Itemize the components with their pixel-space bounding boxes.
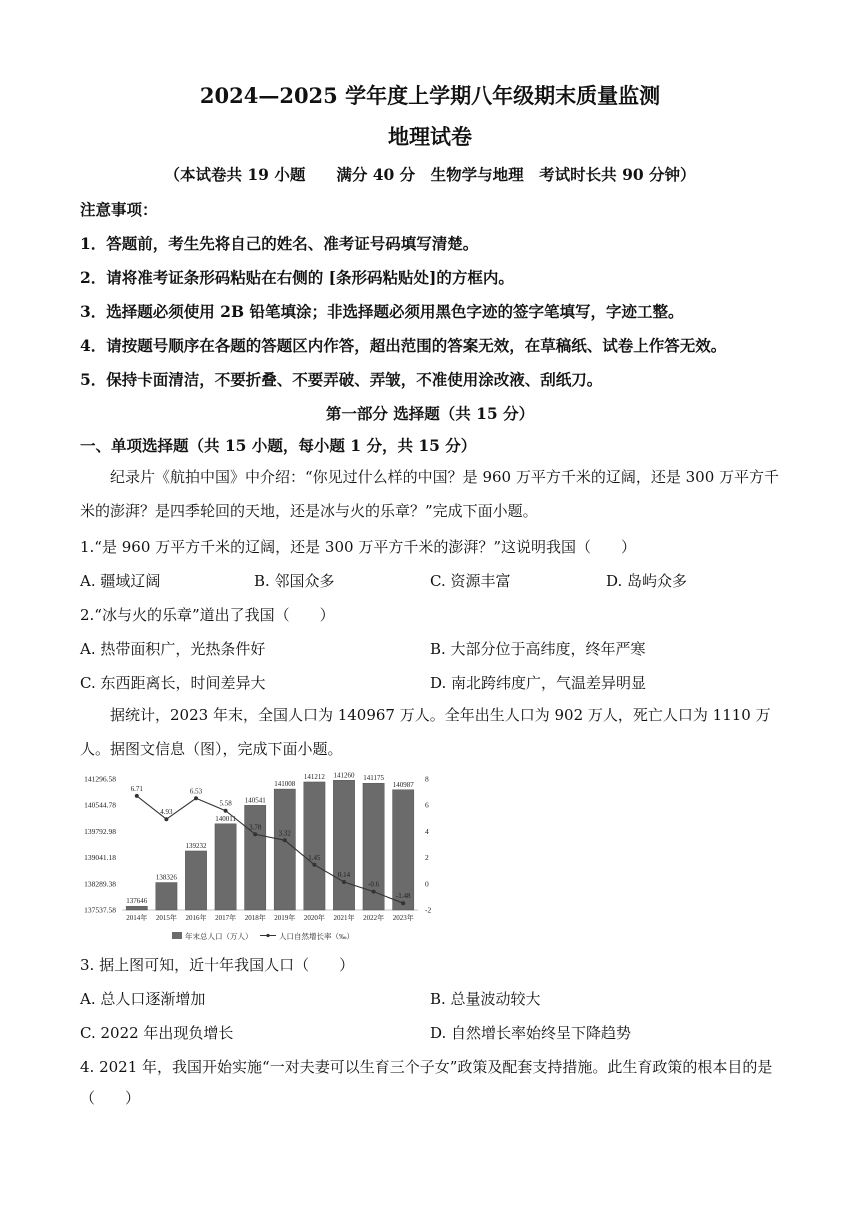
notice-item: 1．答题前，考生先将自己的姓名、准考证号码填写清楚。 — [80, 234, 479, 253]
x-tick-label: 2023年 — [392, 914, 414, 922]
growth-rate-label: -0.6 — [368, 880, 380, 889]
notice-item: 5．保持卡面清洁，不要折叠、不要弄破、弄皱，不准使用涂改液、刮纸刀。 — [80, 370, 603, 389]
population-bar — [274, 789, 295, 910]
growth-rate-point — [253, 832, 257, 836]
bar-value-label: 138326 — [155, 873, 177, 882]
population-bar — [333, 780, 354, 910]
passage-2: 据统计，2023 年末，全国人口为 140967 万人。全年出生人口为 902 万人，死亡人口为 1110 万人。据图文信息（图），完成下面小题。 — [80, 706, 771, 758]
question-1-option-a: A. 疆域辽阔 — [80, 572, 161, 590]
bar-value-label: 140987 — [392, 780, 414, 789]
growth-rate-point — [283, 838, 287, 842]
growth-rate-label: 6.71 — [130, 784, 143, 793]
x-tick-label: 2018年 — [244, 914, 266, 922]
question-1-option-b: B. 邻国众多 — [254, 572, 335, 590]
y-left-tick-label: 141296.58 — [84, 774, 116, 784]
legend-line-label: 人口自然增长率（‰） — [279, 932, 354, 941]
x-tick-label: 2017年 — [215, 914, 237, 922]
y-left-tick-label: 137537.58 — [84, 905, 116, 915]
x-tick-label: 2014年 — [126, 914, 148, 922]
x-tick-label: 2020年 — [303, 914, 325, 922]
x-tick-label: 2019年 — [274, 914, 296, 922]
growth-rate-label: 0.14 — [337, 870, 351, 879]
growth-rate-point — [224, 809, 228, 813]
y-left-tick-label: 140544.78 — [84, 800, 116, 810]
question-2-option-c: C. 东西距离长，时间差异大 — [80, 674, 266, 692]
notice-item: 4．请按题号顺序在各题的答题区内作答，超出范围的答案无效，在草稿纸、试卷上作答无效。 — [80, 336, 727, 355]
legend-bar-label: 年末总人口（万人） — [185, 932, 253, 941]
exam-info: （本试卷共 19 小题 满分 40 分 生物学与地理 考试时长共 90 分钟） — [164, 165, 696, 184]
population-chart — [74, 767, 454, 945]
question-2-option-a: A. 热带面积广，光热条件好 — [80, 640, 266, 658]
y-right-tick-label: 4 — [425, 826, 429, 836]
exam-subtitle: 地理试卷 — [388, 124, 472, 149]
growth-rate-point — [164, 817, 168, 821]
bar-value-label: 139232 — [185, 841, 207, 850]
passage-1: 纪录片《航拍中国》中介绍：“你见过什么样的中国？是 960 万平方千米的辽阔，还是 300 万平方千米的澎湃？是四季轮回的天地，还是冰与火的乐章？”完成下面小题。 — [80, 468, 780, 520]
growth-rate-label: 4.93 — [160, 808, 173, 817]
question-4-stem: 4. 2021 年，我国开始实施“一对夫妻可以生育三个子女”政策及配套支持措施。此生育政策的根本目的是 — [80, 1058, 773, 1076]
y-right-tick-label: -2 — [425, 905, 432, 915]
growth-rate-label: 6.53 — [189, 787, 203, 796]
growth-rate-label: 3.32 — [278, 829, 291, 838]
question-1-stem: 1.“是 960 万平方千米的辽阔，还是 300 万平方千米的澎湃？”这说明我国（ ） — [80, 538, 636, 556]
x-tick-label: 2022年 — [363, 914, 385, 922]
y-left-tick-label: 139792.98 — [84, 826, 116, 836]
population-bar — [126, 906, 147, 910]
y-left-tick-label: 139041.18 — [84, 853, 116, 863]
y-right-tick-label: 6 — [425, 800, 429, 810]
notice-item: 3．选择题必须使用 2B 铅笔填涂；非选择题必须用黑色字迹的签字笔填写，字迹工整。 — [80, 302, 684, 321]
question-3-option-b: B. 总量波动较大 — [430, 990, 541, 1008]
growth-rate-point — [312, 863, 316, 867]
question-4-paren: （ ） — [80, 1089, 141, 1107]
population-bar — [304, 782, 325, 910]
legend-bar-swatch — [172, 932, 182, 939]
y-left-tick-label: 138289.38 — [84, 879, 116, 889]
bar-value-label: 140011 — [215, 814, 236, 823]
x-tick-label: 2021年 — [333, 914, 355, 922]
question-3-option-a: A. 总人口逐渐增加 — [80, 990, 206, 1008]
question-3-option-c: C. 2022 年出现负增长 — [80, 1024, 234, 1042]
notice-heading: 注意事项： — [80, 200, 158, 219]
x-tick-label: 2016年 — [185, 914, 207, 922]
notice-item: 2．请将准考证条形码粘贴在右侧的 [条形码粘贴处]的方框内。 — [80, 268, 514, 287]
growth-rate-point — [194, 796, 198, 800]
section-heading: 一、单项选择题（共 15 小题，每小题 1 分，共 15 分） — [80, 436, 477, 455]
population-bar — [245, 805, 266, 910]
question-1-option-c: C. 资源丰富 — [430, 572, 511, 590]
question-2-option-b: B. 大部分位于高纬度，终年严寒 — [430, 640, 646, 658]
question-2-stem: 2.“冰与火的乐章”道出了我国（ ） — [80, 606, 335, 624]
x-tick-label: 2015年 — [155, 914, 177, 922]
question-1-option-d: D. 岛屿众多 — [606, 572, 688, 590]
part-heading: 第一部分 选择题（共 15 分） — [325, 404, 535, 423]
y-right-tick-label: 8 — [425, 774, 429, 784]
growth-rate-label: 1.45 — [308, 853, 321, 862]
growth-rate-point — [342, 880, 346, 884]
population-bar — [215, 824, 236, 910]
y-right-tick-label: 0 — [425, 879, 429, 889]
growth-rate-label: -1.48 — [395, 892, 411, 901]
growth-rate-point — [135, 794, 139, 798]
population-bar — [185, 851, 206, 910]
bar-value-label: 140541 — [244, 796, 266, 805]
question-3-option-d: D. 自然增长率始终呈下降趋势 — [430, 1024, 632, 1042]
question-3-stem: 3. 据上图可知，近十年我国人口（ ） — [80, 956, 355, 974]
legend-line-marker — [266, 934, 269, 937]
bar-value-label: 141260 — [333, 771, 355, 780]
population-bar — [156, 883, 177, 910]
y-right-tick-label: 2 — [425, 853, 429, 863]
bar-value-label: 141175 — [363, 774, 384, 783]
question-2-option-d: D. 南北跨纬度广，气温差异明显 — [430, 674, 647, 692]
bar-value-label: 141008 — [274, 780, 296, 789]
exam-title: 2024—2025 学年度上学期八年级期末质量监测 — [199, 83, 661, 108]
growth-rate-label: 3.78 — [249, 823, 262, 832]
growth-rate-label: 5.58 — [219, 799, 232, 808]
bar-value-label: 141212 — [303, 772, 325, 781]
growth-rate-point — [372, 890, 376, 894]
growth-rate-point — [401, 901, 405, 905]
bar-value-label: 137646 — [126, 897, 148, 906]
